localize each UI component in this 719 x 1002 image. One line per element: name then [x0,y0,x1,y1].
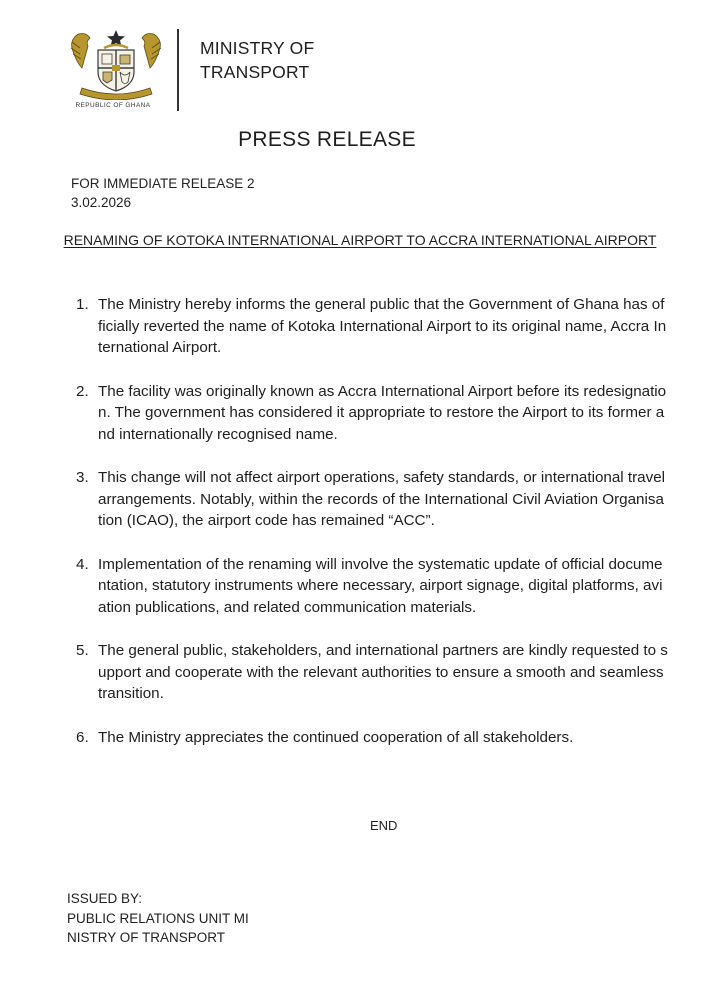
item-text: The general public, stakeholders, and international partners are kindly requested to support and cooperate with the relevant authorities to ensure a smooth and seamless transition. [98,642,668,702]
release-items-list [76,294,668,748]
issued-by-label: ISSUED BY: [67,891,143,906]
item-text: This change will not affect airport operations, safety standards, or international travel arrangements. Notably, within the records of the International Civil Aviation Organisation (ICAO), the airport code has remained “ACC”. [98,469,666,529]
item-number: 3. [76,469,89,486]
coat-of-arms-emblem [68,28,164,100]
page-title: PRESS RELEASE [238,128,416,151]
item-text: Implementation of the renaming will involve the systematic update of official documentation, statutory instruments where necessary, airport signage, digital platforms, aviation publications, and related communication materials. [98,555,663,616]
release-line-1: FOR IMMEDIATE RELEASE 2 [71,176,255,191]
item-number: 5. [76,642,89,659]
list-item [76,554,668,619]
item-number: 2. [76,382,89,400]
item-text: The Ministry hereby informs the general public that the Government of Ghana has officially reverted the name of Kotoka International Airport to its original name, Accra International Airport. [98,296,667,356]
ministry-name [200,36,400,84]
item-number: 1. [76,296,89,313]
end-marker: END [370,818,398,833]
ministry-line-2: TRANSPORT [200,62,310,82]
ministry-line-1: MINISTRY OF [200,38,315,58]
list-item [76,381,668,446]
issued-by-line-1: PUBLIC RELATIONS UNIT MI [67,910,249,926]
header-divider [177,29,179,111]
release-line-2: 3.02.2026 [71,195,132,210]
list-item [76,640,668,705]
issued-by-line-2: NISTRY OF TRANSPORT [67,930,226,945]
list-item [76,467,668,532]
item-number: 6. [76,728,89,746]
release-date [71,174,291,212]
item-number: 4. [76,555,89,573]
issued-by-block [67,889,271,948]
coat-of-arms-caption: REPUBLIC OF GHANA [75,102,151,109]
item-text: The facility was originally known as Accra International Airport before its redesignation. The government has considered it appropriate to restore the Airport to its former and internationally recognised name. [98,382,667,443]
subject-heading: RENAMING OF KOTOKA INTERNATIONAL AIRPORT TO ACCRA INTERNATIONAL AIRPORT [63,232,657,248]
list-item [76,727,668,749]
list-item [76,294,668,359]
item-text: The Ministry appreciates the continued cooperation of all stakeholders. [98,728,574,746]
